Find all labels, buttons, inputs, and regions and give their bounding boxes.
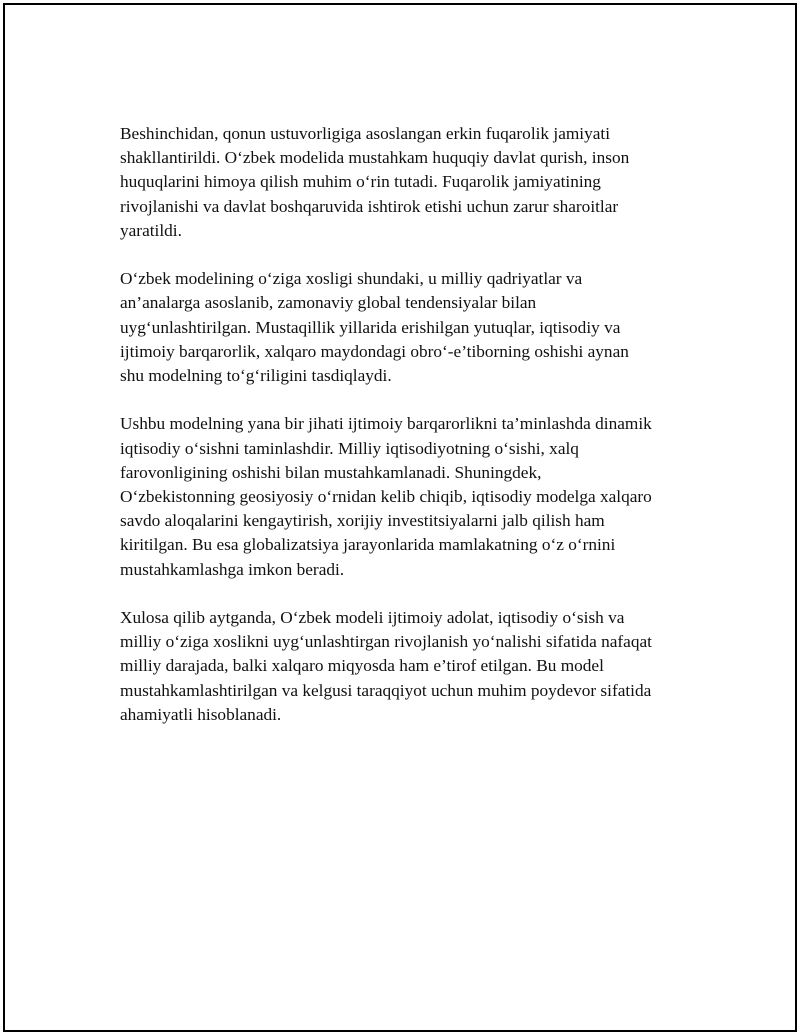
text-line: shu modelning to‘g‘riligini tasdiqlaydi. (120, 366, 392, 386)
paragraph-2 (120, 267, 700, 388)
text-line: rivojlanishi va davlat boshqaruvida ishtirok etishi uchun zarur sharoitlar (120, 196, 619, 216)
text-line: mustahkamlashga imkon beradi. (120, 559, 345, 579)
text-line: huquqlarini himoya qilish muhim o‘rin tutadi. Fuqarolik jamiyatining (120, 172, 601, 192)
text-line: shakllantirildi. O‘zbek modelida mustahkam huquqiy davlat qurish, inson (120, 148, 630, 168)
document-body (120, 122, 700, 751)
text-line: uyg‘unlashtirilgan. Mustaqillik yillarida erishilgan yutuqlar, iqtisodiy va (120, 317, 621, 337)
text-line: an’analarga asoslanib, zamonaviy global tendensiyalar bilan (120, 293, 537, 313)
text-line: O‘zbekistonning geosiyosiy o‘rnidan kelib chiqib, iqtisodiy modelga xalqaro (120, 487, 652, 507)
text-line: savdo aloqalarini kengaytirish, xorijiy investitsiyalarni jalb qilish ham (120, 511, 605, 531)
text-line: Xulosa qilib aytganda, O‘zbek modeli ijtimoiy adolat, iqtisodiy o‘sish va (120, 608, 625, 628)
text-line: iqtisodiy o‘sishni taminlashdir. Milliy iqtisodiyotning o‘sishi, xalq (120, 438, 579, 458)
text-line: Beshinchidan, qonun ustuvorligiga asoslangan erkin fuqarolik jamiyati (120, 124, 611, 143)
text-line: ijtimoiy barqarorlik, xalqaro maydondagi obro‘-e’tiborning oshishi aynan (120, 341, 629, 361)
text-line: yaratildi. (120, 220, 182, 240)
text-line: milliy darajada, balki xalqaro miqyosda ham e’tirof etilgan. Bu model (120, 656, 604, 676)
document-page (3, 3, 797, 1032)
text-line: farovonligining oshishi bilan mustahkamlanadi. Shuningdek, (120, 462, 542, 482)
text-line: milliy o‘ziga xoslikni uyg‘unlashtirgan rivojlanish yo‘nalishi sifatida nafaqat (120, 632, 652, 652)
paragraph-4 (120, 606, 700, 727)
text-line: ahamiyatli hisoblanadi. (120, 704, 282, 724)
text-line: kiritilgan. Bu esa globalizatsiya jarayonlarida mamlakatning o‘z o‘rnini (120, 535, 616, 555)
text-line: mustahkamlashtirilgan va kelgusi taraqqiyot uchun muhim poydevor sifatida (120, 680, 652, 700)
text-line: O‘zbek modelining o‘ziga xosligi shundaki, u milliy qadriyatlar va (120, 269, 583, 289)
text-line: Ushbu modelning yana bir jihati ijtimoiy barqarorlikni ta’minlashda dinamik (120, 414, 652, 434)
paragraph-3 (120, 412, 700, 581)
paragraph-1 (120, 122, 700, 243)
